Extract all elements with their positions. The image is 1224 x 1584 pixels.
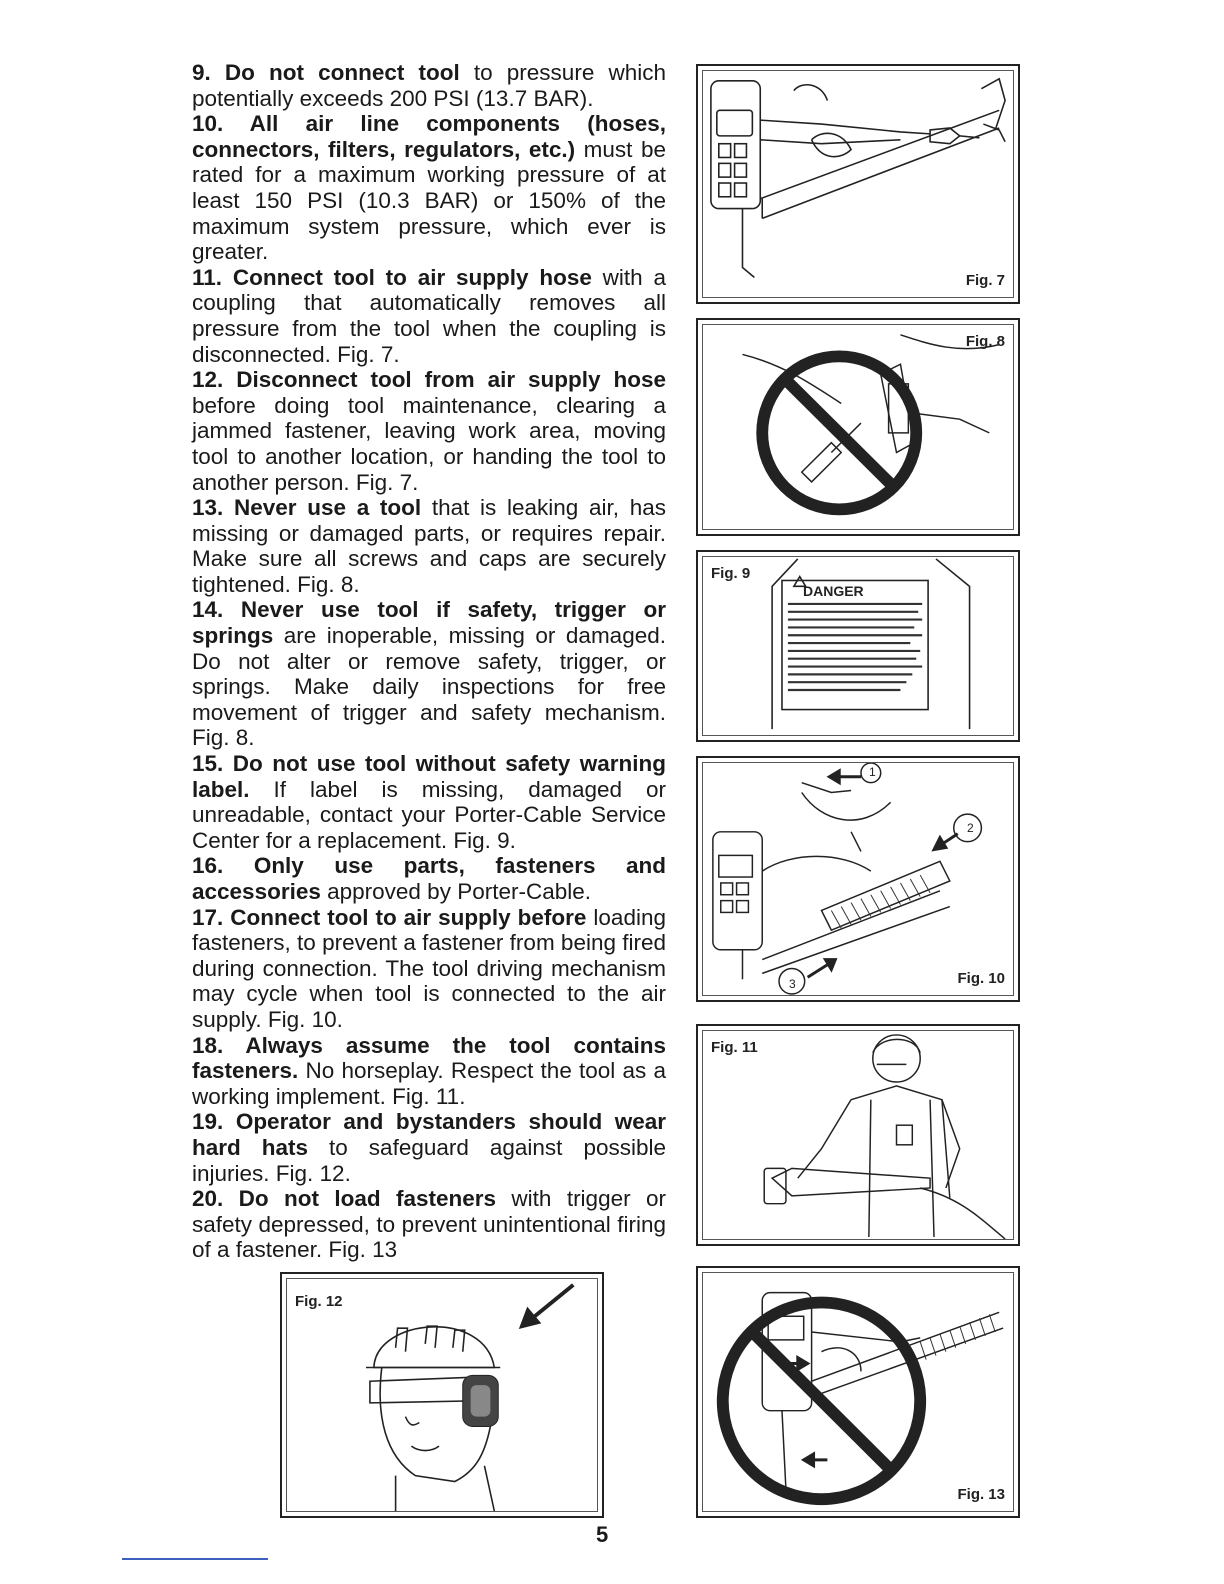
connect-before-loading-illustration [703,763,1013,995]
instruction-item: 18. Always assume the tool contains fasteners. No horseplay. Respect the tool as a working implement. Fig. 11. [192,1032,666,1109]
nailer-coupling-illustration [703,71,1013,297]
figure-10 [696,756,1020,1002]
figure-11 [696,1024,1020,1246]
instruction-item: 9. Do not connect tool to pressure which potentially exceeds 200 PSI (13.7 BAR). [192,60,666,111]
instruction-item: 16. Only use parts, fasteners and accessories approved by Porter-Cable. [192,853,666,904]
instruction-item: 11. Connect tool to air supply hose with a coupling that automatically removes all pressure from the tool when the coupling is disconnected. Fig. 7. [192,264,666,367]
danger-heading: DANGER [803,583,864,599]
figure-label: Fig. 8 [965,333,1005,350]
instruction-item: 19. Operator and bystanders should wear hard hats to safeguard against possible injuries. Fig. 12. [192,1109,666,1186]
footnote-rule [122,1558,268,1560]
figure-label: Fig. 11 [711,1039,758,1056]
figure-7 [696,64,1020,304]
figure-9 [696,550,1020,742]
instruction-item: 14. Never use tool if safety, trigger or springs are inoperable, missing or damaged. Do not alter or remove safety, trigger, or springs. Make daily inspections for free movement of trigger and safety mechanism. Fig. 8. [192,597,666,751]
figure-label: Fig. 10 [957,970,1005,987]
figure-8 [696,318,1020,536]
loading-prohibited-illustration [703,1273,1013,1511]
hard-hat-illustration [287,1279,597,1511]
damaged-tool-prohibited-illustration [703,325,1013,529]
figure-label: Fig. 12 [295,1293,343,1310]
figure-label: Fig. 9 [711,565,751,582]
figure-12 [280,1272,604,1518]
instruction-item: 17. Connect tool to air supply before loading fasteners, to prevent a fastener from being fired during connection. The tool driving mechanism may cycle when tool is connected to the air supply. Fig. 10. [192,904,667,1032]
figure-13 [696,1266,1020,1518]
operator-illustration [703,1031,1013,1239]
instruction-item: 15. Do not use tool without safety warning label. If label is missing, damaged or unreadable, contact your Porter-Cable Service Center for a replacement. Fig. 9. [192,751,666,853]
instruction-item: 20. Do not load fasteners with trigger or safety depressed, to prevent unintentional firing of a fastener. Fig. 13 [192,1186,666,1263]
callout-number: 3 [789,977,796,991]
figure-label: Fig. 7 [965,272,1005,289]
callout-number: 1 [869,765,876,779]
instruction-item: 12. Disconnect tool from air supply hose before doing tool maintenance, clearing a jammed fastener, leaving work area, moving tool to another location, or handing the tool to another person. Fig. 7. [192,367,666,495]
callout-number: 2 [967,821,974,835]
safety-instructions [192,60,666,1263]
page-number: 5 [596,1522,609,1547]
instruction-item: 10. All air line components (hoses, connectors, filters, regulators, etc.) must be rated for a maximum working pressure of at least 150 PSI (10.3 BAR) or 150% of the maximum system pressure, which ever is greater. [192,111,666,265]
instruction-item: 13. Never use a tool that is leaking air, has missing or damaged parts, or requires repair. Make sure all screws and caps are securely tightened. Fig. 8. [192,495,666,597]
figure-label: Fig. 13 [957,1486,1005,1503]
